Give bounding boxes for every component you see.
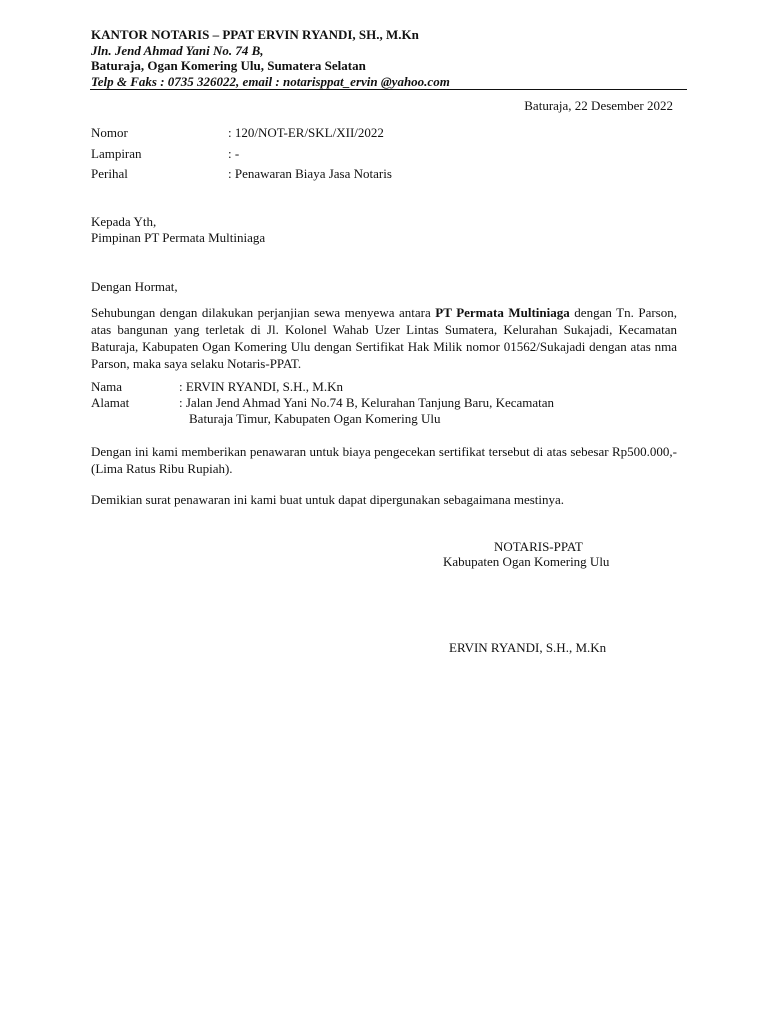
alamat-value-line-2: Baturaja Timur, Kabupaten Ogan Komering Ulu: [189, 411, 441, 426]
p1-rest: dengan Tn. Parson, atas bangunan yang terletak di Jl. Kolonel Wahab Uzer Lintas Sumatera, Kelurahan Sukajadi, Kecamatan Baturaja, Kabupaten Ogan Komering Ulu dengan Sertifikat Hak Milik nomor 01562/Sukajadi dengan atas nma Parson, maka saya selaku Notaris-PPAT.: [91, 305, 677, 371]
meta-label: Lampiran: [91, 146, 142, 161]
alamat-label: Alamat: [91, 395, 130, 410]
nama-label: Nama: [91, 379, 123, 394]
meta-value: : Penawaran Biaya Jasa Notaris: [228, 166, 392, 181]
office-address-line-2: Baturaja, Ogan Komering Ulu, Sumatera Selatan: [91, 58, 366, 73]
letterhead-divider: [90, 89, 687, 90]
meta-label: Perihal: [91, 166, 128, 181]
nama-value: : ERVIN RYANDI, S.H., M.Kn: [179, 379, 343, 394]
office-address-line-1: Jln. Jend Ahmad Yani No. 74 B,: [91, 42, 264, 58]
signature-region: Kabupaten Ogan Komering Ulu: [443, 554, 610, 569]
office-contact: Telp & Faks : 0735 326022, email : notarisppat_ervin @yahoo.com: [91, 73, 450, 89]
meta-value: : 120/NOT-ER/SKL/XII/2022: [228, 125, 384, 140]
body-paragraph-1: [91, 304, 677, 372]
closing-paragraph: Demikian surat penawaran ini kami buat untuk dapat dipergunakan sebagaimana mestinya.: [91, 492, 565, 507]
greeting: Dengan Hormat,: [91, 279, 178, 294]
signature-name: ERVIN RYANDI, S.H., M.Kn: [449, 640, 607, 655]
p1-start: Sehubungan dengan dilakukan perjanjian sewa menyewa antara: [91, 305, 436, 320]
meta-value: : -: [228, 146, 240, 161]
recipient-line-2: Pimpinan PT Permata Multiniaga: [91, 230, 266, 245]
office-name: KANTOR NOTARIS – PPAT ERVIN RYANDI, SH., M.Kn: [91, 27, 419, 42]
letter-date: Baturaja, 22 Desember 2022: [524, 98, 673, 113]
alamat-value-line-1: : Jalan Jend Ahmad Yani No.74 B, Kelurahan Tanjung Baru, Kecamatan: [179, 395, 555, 410]
letterhead: [91, 27, 450, 89]
signature-title: NOTARIS-PPAT: [494, 539, 583, 554]
meta-label: Nomor: [91, 125, 128, 140]
body-paragraph-2: Dengan ini kami memberikan penawaran untuk biaya pengecekan sertifikat tersebut di atas sebesar Rp500.000,- (Lima Ratus Ribu Rupiah).: [91, 444, 677, 476]
company-name: PT Permata Multiniaga: [435, 305, 570, 320]
recipient-line-1: Kepada Yth,: [91, 214, 157, 229]
